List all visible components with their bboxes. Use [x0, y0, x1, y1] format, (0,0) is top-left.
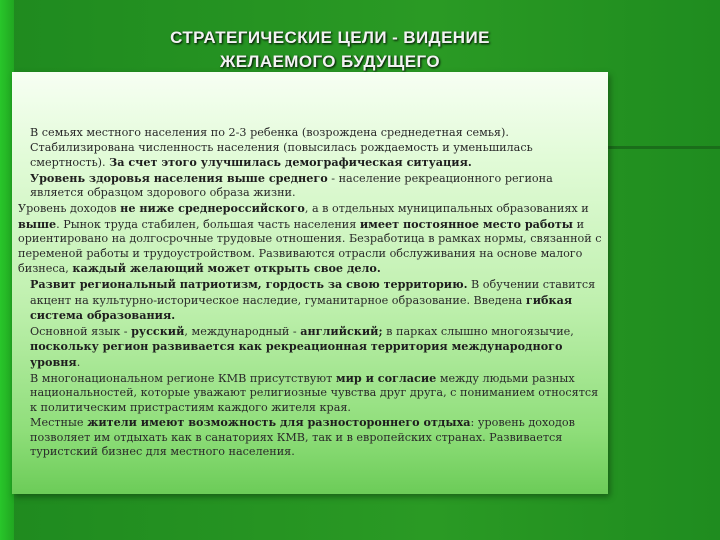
slide-title-line-2: ЖЕЛАЕМОГО БУДУЩЕГО — [220, 52, 440, 71]
paragraph-health — [18, 171, 608, 201]
text-run-bold: мир и согласие — [335, 370, 437, 385]
paragraph-patriotism — [18, 277, 608, 324]
text-run: Уровень доходов — [18, 201, 121, 215]
text-run: в парках слышно многоязычие, — [382, 324, 574, 338]
text-run-bold: не ниже среднероссийского — [120, 200, 305, 215]
body-text — [18, 126, 608, 460]
text-run: между людьми разных национальностей, которые уважают религиозные чувства друг друга, с пониманием относятся к политическим пристрастиям каждого жителя края. — [30, 371, 599, 414]
text-run-bold: Уровень здоровья населения выше среднего — [30, 170, 328, 185]
slide-title-line-1: СТРАТЕГИЧЕСКИЕ ЦЕЛИ - ВИДЕНИЕ — [170, 28, 490, 47]
text-run: В семьях местного населения по 2-3 ребенка (возрождена среднедетная семья). Стабилизирована численность населения (повысилась рождаемость и уменьшилась смертность). — [30, 126, 533, 170]
text-run-bold: Развит региональный патриотизм, гордость за свою территорию. — [30, 276, 468, 291]
text-run-bold: имеет постоянное место работы — [359, 216, 574, 231]
accent-divider-line — [606, 146, 720, 149]
slide-title — [70, 26, 590, 74]
text-run: . Рынок труда стабилен, большая часть населения — [56, 217, 360, 231]
text-run-bold: гибкая система образования. — [30, 292, 573, 323]
paragraph-income — [18, 201, 608, 277]
text-run: , международный - — [184, 324, 301, 338]
text-run: . — [76, 355, 81, 369]
text-run-bold: английский; — [300, 323, 383, 338]
paragraph-language — [18, 324, 608, 371]
text-run-bold: За счет этого улучшилась демографическая ситуация. — [109, 155, 472, 170]
text-run: Местные — [30, 416, 88, 430]
text-run-bold: каждый желающий может открыть свое дело. — [72, 261, 381, 276]
text-run: Основной язык - — [30, 324, 132, 338]
text-run-bold: выше — [18, 216, 57, 231]
text-run-bold: поскольку регион развивается как рекреационная территория международного уровня — [30, 339, 563, 369]
content-card — [12, 72, 608, 494]
text-run-bold: русский — [131, 323, 185, 338]
text-run: - население рекреационного региона является образцом здорового образа жизни. — [30, 171, 553, 200]
text-run: В многонациональном регионе КМВ присутствуют — [30, 371, 336, 385]
text-run: , а в отдельных муниципальных образованиях и — [304, 201, 589, 215]
paragraph-harmony — [18, 371, 608, 416]
text-run: В обучении ставится акцент на культурно-историческое наследие, гуманитарное образование. Введена — [30, 277, 596, 307]
paragraph-demography — [18, 126, 608, 171]
text-run: и ориентировано на долгосрочные трудовые отношения. Безработица в рамках нормы, связанной с переменой работы и трудоустройством. Развиваются отрасли обслуживания на основе малого бизнеса, — [18, 217, 602, 276]
paragraph-leisure — [18, 415, 608, 460]
text-run: : уровень доходов позволяет им отдыхать как в санаториях КМВ, так и в европейских странах. Развивается туристский бизнес для местного населения. — [30, 416, 575, 459]
text-run-bold: жители имеют возможность для разностороннего отдыха — [87, 415, 471, 430]
